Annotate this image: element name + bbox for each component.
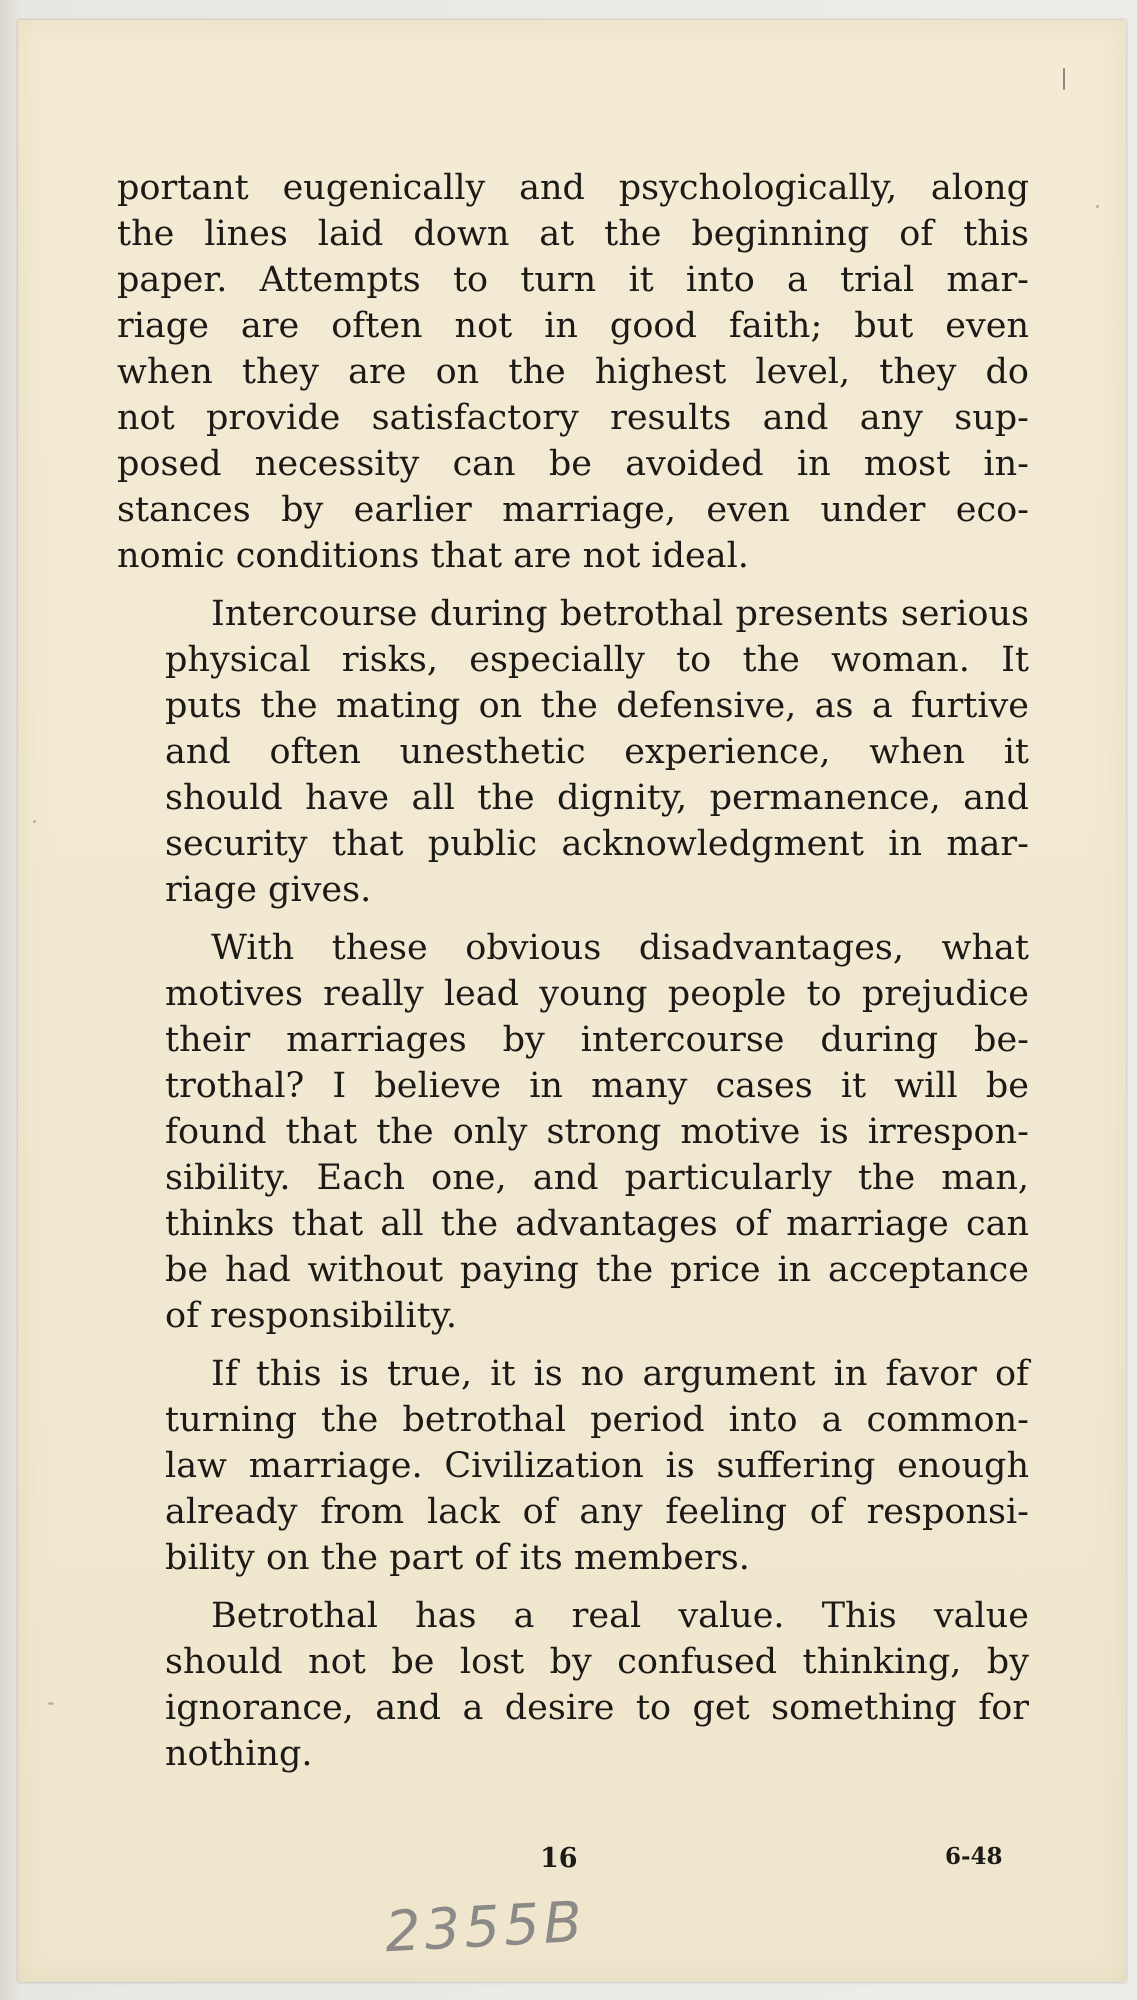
text-line: With these obvious disadvantages, what (211, 928, 1029, 968)
text-line: trothal? I believe in many cases it will be (165, 1066, 1029, 1106)
paper-speck (1096, 205, 1099, 208)
text-line: should have all the dignity, permanence, and (165, 778, 1029, 818)
text-line: paper. Attempts to turn it into a trial mar- (117, 260, 1029, 300)
text-line: stances by earlier marriage, even under eco- (117, 490, 1029, 530)
text-line: motives really lead young people to prejudice (165, 974, 1029, 1014)
paragraph (117, 591, 1029, 913)
text-line: portant eugenically and psychologically, along (117, 168, 1029, 208)
paper-mark (1063, 68, 1065, 90)
body-text (117, 165, 1029, 1789)
text-line: already from lack of any feeling of responsi- (165, 1492, 1029, 1532)
paragraph (117, 925, 1029, 1339)
paragraph (117, 165, 1029, 579)
text-line: riage are often not in good faith; but even (117, 306, 1029, 346)
text-line: law marriage. Civilization is suffering enough (165, 1446, 1029, 1486)
text-line: sibility. Each one, and particularly the man, (165, 1158, 1029, 1198)
text-line: ignorance, and a desire to get something for (165, 1688, 1029, 1728)
text-line: found that the only strong motive is irrespon- (165, 1112, 1029, 1152)
text-line: nomic conditions that are not ideal. (117, 536, 749, 576)
text-line: If this is true, it is no argument in favor of (211, 1354, 1029, 1394)
text-line: Intercourse during betrothal presents serious (211, 594, 1029, 634)
text-line: be had without paying the price in acceptance (165, 1250, 1029, 1290)
text-line: bility on the part of its members. (165, 1538, 750, 1578)
text-line: security that public acknowledgment in mar- (165, 824, 1029, 864)
text-line: when they are on the highest level, they do (117, 352, 1029, 392)
handwritten-note: 2355B (383, 1889, 588, 1966)
paragraph (117, 1351, 1029, 1581)
text-line: their marriages by intercourse during be- (165, 1020, 1029, 1060)
text-line: not provide satisfactory results and any sup- (117, 398, 1029, 438)
page-number: 16 (540, 1843, 578, 1874)
paragraph (117, 1593, 1029, 1777)
text-line: physical risks, especially to the woman. It (165, 640, 1029, 680)
text-line: should not be lost by confused thinking, by (165, 1642, 1029, 1682)
text-line: the lines laid down at the beginning of this (117, 214, 1029, 254)
text-line: riage gives. (165, 870, 372, 910)
text-line: puts the mating on the defensive, as a furtive (165, 686, 1029, 726)
text-line: turning the betrothal period into a common- (165, 1400, 1029, 1440)
paper-speck (33, 820, 36, 823)
text-line: thinks that all the advantages of marriage can (165, 1204, 1029, 1244)
text-line: and often unesthetic experience, when it (165, 732, 1029, 772)
text-line: of responsibility. (165, 1296, 458, 1336)
text-line: posed necessity can be avoided in most in- (117, 444, 1029, 484)
paper-speck (48, 1702, 54, 1705)
text-line: nothing. (165, 1734, 313, 1774)
text-line: Betrothal has a real value. This value (211, 1596, 1029, 1636)
footer-code: 6-48 (945, 1843, 1003, 1870)
